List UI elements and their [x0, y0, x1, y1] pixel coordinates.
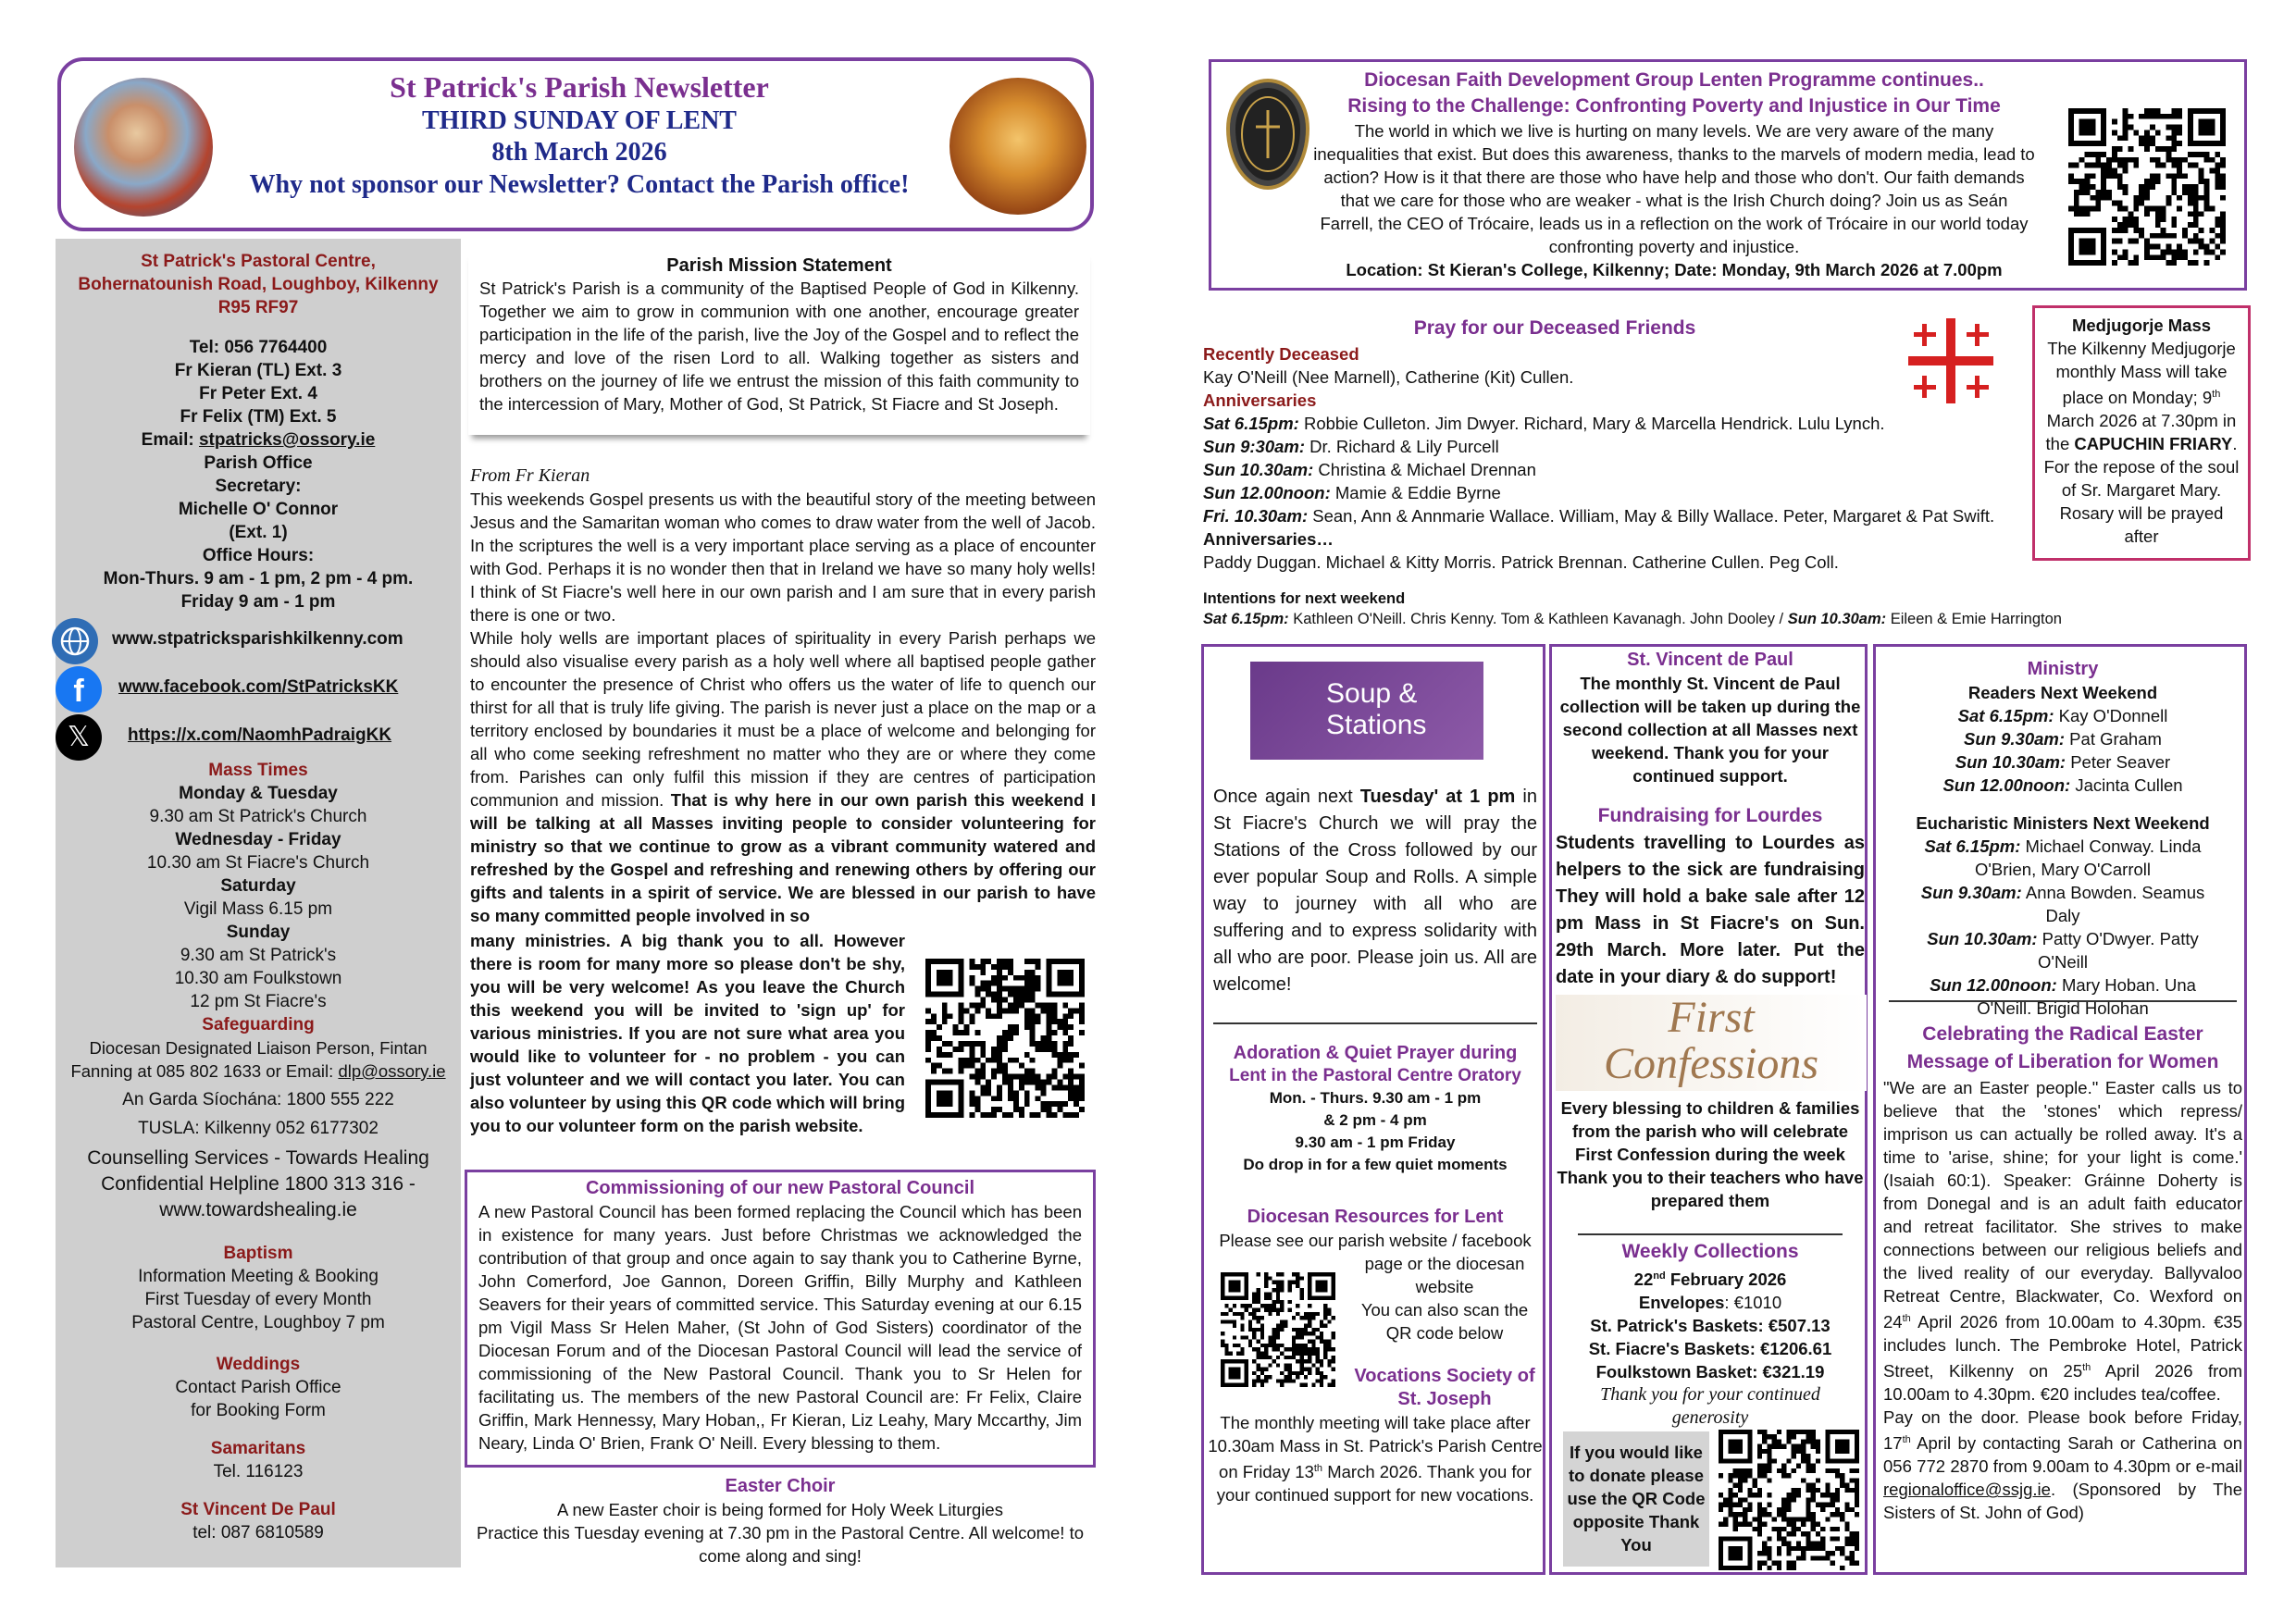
svdp-text: The monthly St. Vincent de Paul collection will be taken up during the second collection at all Masses next weekend. Thank you for your continued support.: [1559, 674, 1861, 786]
email-link[interactable]: stpatricks@ossory.ie: [198, 430, 376, 450]
adoration-line-1: Mon. - Thurs. 9.30 am - 1 pm: [1269, 1089, 1482, 1107]
kieran-p2: While holy wells are important places of spirituality in every Parish perhaps we should also visualise every parish as a holy well where all baptised people gather to encounter the presence of Christ who offers us the water of life to quench our thirst for all that is truly life giving. The parish is never just a place on the map or a territory enclosed by boundaries it must be a place of welcome and belonging for all who come seeking refreshment no matter who they are or where they come from. Parishes can only fulfil this mission if they are centres of participation communion and mission. That is why here in our own parish this weekend I will be talking at all Masses inviting people to consider volunteering for ministry so that we continue to grow as a vibrant community watered and refreshed by the Gospel and refreshing and renewing others by offering our gifts and talents in a spirit of service. We are blessed in our parish to have so many committed people involved in so: [470, 628, 1096, 925]
qr-pattern: [1715, 1430, 1863, 1570]
safeguarding-title: Safeguarding: [202, 1015, 315, 1035]
facebook-icon: f: [56, 666, 102, 712]
sponsor-line: Why not sponsor our Newsletter? Contact the Parish office!: [249, 170, 910, 199]
ministry-section: [1880, 658, 2246, 1020]
easter-booking: Pay on the door. Please book before Friday, 17th April by contacting Sarah or Catherina on 056 772 2870 from 9.00am to 4.30pm or e-mail regionaloffice@ssjg.ie. (Sponsored by The Sisters of St. John of God): [1883, 1407, 2242, 1523]
mass-time-line: Sunday: [226, 923, 291, 942]
weddings-2: for Booking Form: [191, 1401, 326, 1420]
safeguarding-line-2: Fanning at 085 802 1633 or Email: dlp@ossory.ie: [70, 1061, 446, 1081]
globe-icon: [52, 618, 98, 664]
minister-line: Sun 12.00noon: Mary Hoban. Una O'Neill. Brigid Holohan: [1930, 975, 2196, 1018]
fr-felix-ext: Fr Felix (TM) Ext. 5: [180, 407, 337, 427]
newsletter-sunday: THIRD SUNDAY OF LENT: [422, 106, 737, 135]
anniversary-line: Sun 10.30am: Christina & Michael Drennan: [1203, 460, 1536, 479]
anniversaries-list: [1203, 412, 2036, 527]
resources-title: Diocesan Resources for Lent: [1247, 1207, 1504, 1227]
svdp-sidebar-title: St Vincent De Paul: [180, 1500, 336, 1519]
collections-thanks: Thank you for your continued generosity: [1600, 1384, 1820, 1429]
baptism-2: First Tuesday of every Month: [144, 1290, 372, 1309]
soup-logo-line-1: Soup &: [1326, 678, 1418, 709]
donate-box: If you would like to donate please use the QR Code opposite Thank You: [1563, 1431, 1709, 1567]
mass-time-line: 12 pm St Fiacre's: [190, 992, 327, 1011]
divider: [1889, 1000, 2237, 1002]
mission-text: St Patrick's Parish is a community of the Baptised People of God in Kilkenny. Together we aim to grow in communion with one another, encourage greater participation in the life of the parish, live the Joy of the Gospel and to reflect the mercy and love of the risen Lord to all. Walking together as sisters and brothers on the journey of life we entrust the mission of this faith community to the intercession of Mary, Mother of God, St Patrick, St Fiacre and St Joseph.: [479, 279, 1079, 414]
anniversaries2-title: Anniversaries…: [1203, 529, 1334, 549]
em-title: Eucharistic Ministers Next Weekend: [1916, 813, 2210, 833]
anniversaries-title: Anniversaries: [1203, 390, 1317, 410]
kieran-title: From Fr Kieran: [470, 465, 590, 486]
adoration-section: [1210, 1041, 1541, 1176]
reader-line: Sun 10.30am: Peter Seaver: [1955, 752, 2171, 772]
recent-names: Kay O'Neill (Nee Marnell), Catherine (Kit) Cullen.: [1203, 367, 1574, 387]
fr-peter-ext: Fr Peter Ext. 4: [199, 384, 317, 403]
intentions-title: Intentions for next weekend: [1203, 590, 1406, 607]
sidebar-lower: [56, 759, 461, 1544]
easter-section: [1883, 1021, 2242, 1524]
collections-date: 22nd February 2026: [1633, 1270, 1787, 1290]
council-text: A new Pastoral Council has been formed replacing the Council which has been in existence for many years. Just before Christmas we acknowledged the contribution of that group and once again to say thank you to Catherine Byrne, John Comerford, Joe Gannon, Doreen Griffin, Billy Murphy and Kathleen Seavers for their years of committed service. This Saturday evening at our 6.15 pm Vigil Mass Sr Helen Maher, (St John of God Sisters) coordinator of the Diocesan Forum and of the Diocesan Pastoral Council will lead the service of commissioning of the New Pastoral Council. Thank you to Sr Helen for facilitating us. The members of the new Pastoral Council are: Fr Felix, Claire Griffin, Mark Hennessy, Mary Hoban,, Fr Kieran, Liz Leahy, Mary Mccarthy, Jim Neary, Linda O' Brien, Frank O' Neill. Every blessing to them.: [478, 1202, 1082, 1453]
mass-time-line: 10.30 am St Fiacre's Church: [146, 853, 370, 873]
secretary-label: Secretary:: [215, 477, 302, 496]
resources-line-3: website: [1415, 1277, 1474, 1296]
office-hours-1: Mon-Thurs. 9 am - 1 pm, 2 pm - 4 pm.: [103, 569, 414, 588]
mission-statement: [468, 250, 1090, 435]
weddings-1: Contact Parish Office: [175, 1378, 341, 1397]
lenten-location: Location: St Kieran's College, Kilkenny; Date: Monday, 9th March 2026 at 7.00pm: [1346, 260, 2003, 279]
centre-name: St Patrick's Pastoral Centre,: [141, 252, 376, 271]
garda-line: An Garda Síochána: 1800 555 222: [122, 1090, 394, 1109]
minister-line: Sun 9.30am: Anna Bowden. Seamus Daly: [1920, 883, 2205, 925]
parish-office: Parish Office: [204, 453, 313, 473]
svdp-section: [1556, 649, 1865, 787]
kieran-p1: This weekends Gospel presents us with the beautiful story of the meeting between Jesus and the Samaritan woman who comes to draw water from the well of Jacob. In the scriptures the well is a very important place serving as a place of encounter with God. Perhaps it is no wonder then that in Ireland we have so many holy wells! I think of St Fiacre's well here in our own parish and I am sure that in every parish there is one or two.: [470, 489, 1096, 625]
eircode: R95 RF97: [217, 298, 299, 317]
vocations-title-2: St. Joseph: [1397, 1389, 1492, 1409]
mass-time-line: 10.30 am Foulkstown: [174, 969, 342, 988]
safeguarding-email[interactable]: dlp@ossory.ie: [338, 1061, 446, 1081]
samaritans-title: Samaritans: [210, 1439, 306, 1458]
lenten-text: The world in which we live is hurting on many levels. We are very aware of the many inequalities that exist. But does this awareness, thanks to the marvels of modern media, lead to action? How is it that there are those who have help and those who don't. Our faith demands that we care for those who are weaker - what is the Irish Church doing? Join us as Seán Farrell, the CEO of Trócaire, leads us in a reflection on the work of Trócaire in our world today confronting poverty and injustice.: [1313, 121, 2035, 256]
facebook-row[interactable]: [56, 666, 461, 712]
choir-line-3: come along and sing!: [699, 1546, 862, 1566]
centre-road: Bohernatounish Road, Loughboy, Kilkenny: [78, 275, 439, 294]
jerusalem-cross-icon: [1905, 315, 1997, 407]
choir-title: Easter Choir: [725, 1476, 836, 1496]
header-banner: [57, 57, 1094, 231]
col3-box: [1873, 644, 2247, 1575]
lenten-title-1: Diocesan Faith Development Group Lenten Programme continues..: [1364, 69, 1984, 91]
resources-section: [1210, 1206, 1541, 1252]
collections-foulkstown: Foulkstown Basket: €321.19: [1595, 1362, 1825, 1382]
collections-title: Weekly Collections: [1621, 1241, 1799, 1262]
baptism-1: Information Meeting & Booking: [138, 1267, 379, 1286]
divider: [1213, 1022, 1537, 1024]
anniversary-line: Fri. 10.30am: Sean, Ann & Annmarie Wallace. William, May & Billy Wallace. Peter, Margaret & Pat Swift.: [1203, 506, 1995, 526]
mass-time-line: 9.30 am St Patrick's Church: [149, 807, 367, 826]
fr-kieran-article: [470, 465, 1096, 927]
easter-email-link[interactable]: regionaloffice@ssjg.ie: [1883, 1480, 2051, 1500]
choir-line-2: Practice this Tuesday evening at 7.30 pm in the Pastoral Centre. All welcome! to: [476, 1523, 1085, 1542]
svdp-sidebar-tel: tel: 087 6810589: [192, 1523, 324, 1542]
confessions-text: Every blessing to children & families from the parish who will celebrate First Confession during the week Thank you to their teachers who have prepared them: [1557, 1098, 1864, 1210]
qr-pattern: [925, 959, 1085, 1118]
fr-kieran-ext: Fr Kieran (TL) Ext. 3: [174, 361, 342, 380]
safeguarding-line-1: Diocesan Designated Liaison Person, Fintan: [89, 1038, 428, 1058]
readers-list: [1880, 704, 2246, 797]
kieran-p3: many ministries. A big thank you to all. However there is room for many more so please don't be shy, you will be very welcome! As you leave the Church this weekend you will be invited to 'sign up' for various ministries. If you are not sure what area you would like to volunteer for - no problem - you can just volunteer and we will contact you later. You can also volunteer by using this QR code which will bring you to our volunteer form on the parish website.: [470, 931, 905, 1135]
resources-line-1: Please see our parish website / facebook: [1219, 1231, 1532, 1250]
collections-patricks: St. Patrick's Baskets: €507.13: [1590, 1316, 1831, 1336]
pastoral-council-box: [465, 1170, 1096, 1468]
lourdes-section: [1556, 802, 1865, 991]
readers-title: Readers Next Weekend: [1967, 683, 2158, 702]
mass-time-line: 9.30 am St Patrick's: [180, 946, 337, 965]
counselling-3: www.towardshealing.ie: [159, 1199, 357, 1220]
svdp-title: St. Vincent de Paul: [1627, 650, 1793, 670]
mass-time-line: Monday & Tuesday: [179, 784, 338, 803]
mass-time-line: Vigil Mass 6.15 pm: [183, 899, 333, 919]
baptism-3: Pastoral Centre, Loughboy 7 pm: [131, 1313, 385, 1332]
anniversary-line: Sun 9:30am: Dr. Richard & Lily Purcell: [1203, 437, 1499, 456]
weddings-title: Weddings: [216, 1355, 301, 1374]
lenten-programme-box: [1209, 59, 2247, 291]
easter-choir: [465, 1475, 1096, 1567]
easter-title-2: Message of Liberation for Women: [1906, 1051, 2219, 1072]
lenten-title-2: Rising to the Challenge: Confronting Poverty and Injustice in Our Time: [1347, 95, 2001, 117]
reader-line: Sun 12.00noon: Jacinta Cullen: [1942, 775, 2183, 795]
website-link[interactable]: www.stpatricksparishkilkenny.com: [112, 629, 403, 649]
resources-line-4: You can also scan the: [1360, 1300, 1529, 1319]
vocations-title-1: Vocations Society of: [1354, 1366, 1535, 1386]
secretary-ext: (Ext. 1): [229, 523, 288, 542]
adoration-line-4: Do drop in for a few quiet moments: [1243, 1156, 1508, 1173]
collections-fiacres: St. Fiacre's Baskets: €1206.61: [1588, 1339, 1832, 1359]
counselling-2: Confidential Helpline 1800 313 316 -: [101, 1173, 416, 1195]
adoration-subtitle: Lent in the Pastoral Centre Oratory: [1229, 1066, 1521, 1085]
mass-times-title: Mass Times: [208, 761, 308, 780]
phone: Tel: 056 7764400: [189, 338, 328, 357]
col1-box: [1201, 644, 1545, 1575]
office-hours-title: Office Hours:: [202, 546, 315, 565]
collections-envelopes: Envelopes: €1010: [1638, 1293, 1782, 1313]
adoration-line-2: & 2 pm - 4 pm: [1323, 1111, 1427, 1129]
mass-time-line: Wednesday - Friday: [175, 830, 341, 849]
medjugorje-box: [2032, 305, 2251, 561]
website-row[interactable]: [52, 618, 461, 664]
samaritans-tel: Tel. 116123: [213, 1462, 304, 1481]
soup-text: Once again next Tuesday' at 1 pm in St Fiacre's Church we will pray the Stations of the Cross followed by our ever popular Soup and Rolls. A simple way to journey with all who are suffering and to express solidarity with all who are poor. Please join us. All are welcome!: [1213, 787, 1537, 995]
counselling-1: Counselling Services - Towards Healing: [87, 1147, 429, 1169]
minister-line: Sun 10.30am: Patty O'Dwyer. Patty O'Neill: [1927, 929, 2199, 972]
mass-times-list: [56, 782, 461, 1013]
medjugorje-text: The Kilkenny Medjugorje monthly Mass will take place on Monday; 9th March 2026 at 7.30pm in the CAPUCHIN FRIARY. For the repose of the soul of Sr. Margaret Mary. Rosary will be prayed after: [2043, 339, 2240, 547]
baptism-title: Baptism: [223, 1244, 293, 1263]
diocesan-seal-icon: [1226, 79, 1309, 190]
col2-box: [1549, 644, 1868, 1575]
intentions-line: Sat 6.15pm: Kathleen O'Neill. Chris Kenny. Tom & Kathleen Kavanagh. John Dooley / Sun 10.30am: Eileen & Emie Harrington: [1203, 611, 2062, 627]
em-list: [1880, 835, 2246, 1020]
adoration-line-3: 9.30 am - 1 pm Friday: [1295, 1134, 1456, 1151]
well-image: [949, 78, 1086, 215]
lourdes-text: Students travelling to Lourdes as helpers to the sick are fundraising They will hold a bake sale after 12 pm Mass in St Fiacre's on Sun. 29th March. More later. Put the date in your diary & do support!: [1556, 833, 1865, 987]
minister-line: Sat 6.15pm: Michael Conway. Linda O'Brien, Mary O'Carroll: [1924, 836, 2202, 879]
reader-line: Sat 6.15pm: Kay O'Donnell: [1957, 706, 2168, 725]
vocations-section: [1208, 1365, 1543, 1506]
first-confessions-logo: First Confessions: [1556, 995, 1867, 1091]
vocations-text: The monthly meeting will take place after 10.30am Mass in St. Patrick's Parish Centre on Friday 13th March 2026. Thank you for your continued support for new vocations.: [1208, 1413, 1543, 1505]
deceased-title: Pray for our Deceased Friends: [1413, 317, 1696, 339]
newsletter-date: 8th March 2026: [491, 138, 667, 167]
anniversary-line: Sat 6.15pm: Robbie Culleton. Jim Dwyer. Richard, Mary & Marcella Hendrick. Lulu Lynch.: [1203, 414, 1885, 433]
volunteer-qr-code[interactable]: [925, 959, 1085, 1118]
facebook-link[interactable]: www.facebook.com/StPatricksKK: [118, 677, 399, 697]
council-title: Commissioning of our new Pastoral Council: [585, 1178, 975, 1198]
lenten-qr-code[interactable]: [2068, 108, 2226, 266]
stained-glass-image: [74, 78, 213, 217]
soup-stations-logo: [1250, 662, 1483, 760]
newsletter-title: St Patrick's Parish Newsletter: [390, 70, 769, 104]
easter-title-1: Celebrating the Radical Easter: [1922, 1023, 2203, 1045]
email-label: Email:: [141, 430, 194, 450]
x-logo-icon: 𝕏: [56, 714, 102, 761]
qr-pattern: [2068, 108, 2226, 266]
mission-title: Parish Mission Statement: [666, 255, 892, 276]
resources-line-2: page or the diocesan: [1364, 1254, 1525, 1273]
mass-time-line: Saturday: [220, 876, 296, 896]
anniversaries2-names: Paddy Duggan. Michael & Kitty Morris. Patrick Brennan. Catherine Cullen. Peg Coll.: [1203, 552, 1839, 572]
x-row[interactable]: [56, 714, 461, 761]
anniversary-line: Sun 12.00noon: Mamie & Eddie Byrne: [1203, 483, 1501, 502]
secretary-name: Michelle O' Connor: [178, 500, 339, 519]
x-link[interactable]: https://x.com/NaomhPadraigKK: [128, 725, 392, 745]
collections-section: [1556, 1239, 1865, 1430]
recent-title: Recently Deceased: [1203, 344, 1359, 364]
soup-logo-line-2: Stations: [1326, 710, 1427, 740]
resources-line-5: QR code below: [1385, 1323, 1504, 1343]
intentions-section: [1203, 588, 2240, 629]
donate-qr-code[interactable]: [1715, 1430, 1863, 1570]
office-hours-2: Friday 9 am - 1 pm: [180, 592, 336, 612]
tusla-line: TUSLA: Kilkenny 052 6177302: [138, 1119, 379, 1138]
lourdes-title: Fundraising for Lourdes: [1597, 805, 1823, 826]
easter-text: "We are an Easter people." Easter calls us to believe that the 'stones' which repress/ imprison us can actually be rolled away. It's a time to 'arise, shine; for your light is come.' (Isaiah 60:1). Speaker: Gráinne Doherty is from Donegal and is an adult faith educator and retreat facilitator. She strives to make connections between our religious beliefs and the lived reality of our everyday. Ballyvaloo Retreat Centre, Blackwater, Co. Wexford on 24th April 2026 from 10.00am to 4.30pm. €35 includes lunch. The Pembroke Hotel, Patrick Street, Kilkenny on 25th April 2026 from 10.00am to 4.30pm. €20 includes tea/coffee.: [1883, 1078, 2242, 1405]
choir-line-1: A new Easter choir is being formed for Holy Week Liturgies: [557, 1500, 1003, 1519]
medjugorje-title: Medjugorje Mass: [2071, 316, 2212, 335]
reader-line: Sun 9.30am: Pat Graham: [1964, 729, 2162, 749]
ministry-title: Ministry: [2027, 659, 2099, 679]
adoration-title: Adoration & Quiet Prayer during: [1233, 1043, 1518, 1063]
divider: [1578, 1233, 1843, 1235]
email-row: [56, 428, 461, 452]
